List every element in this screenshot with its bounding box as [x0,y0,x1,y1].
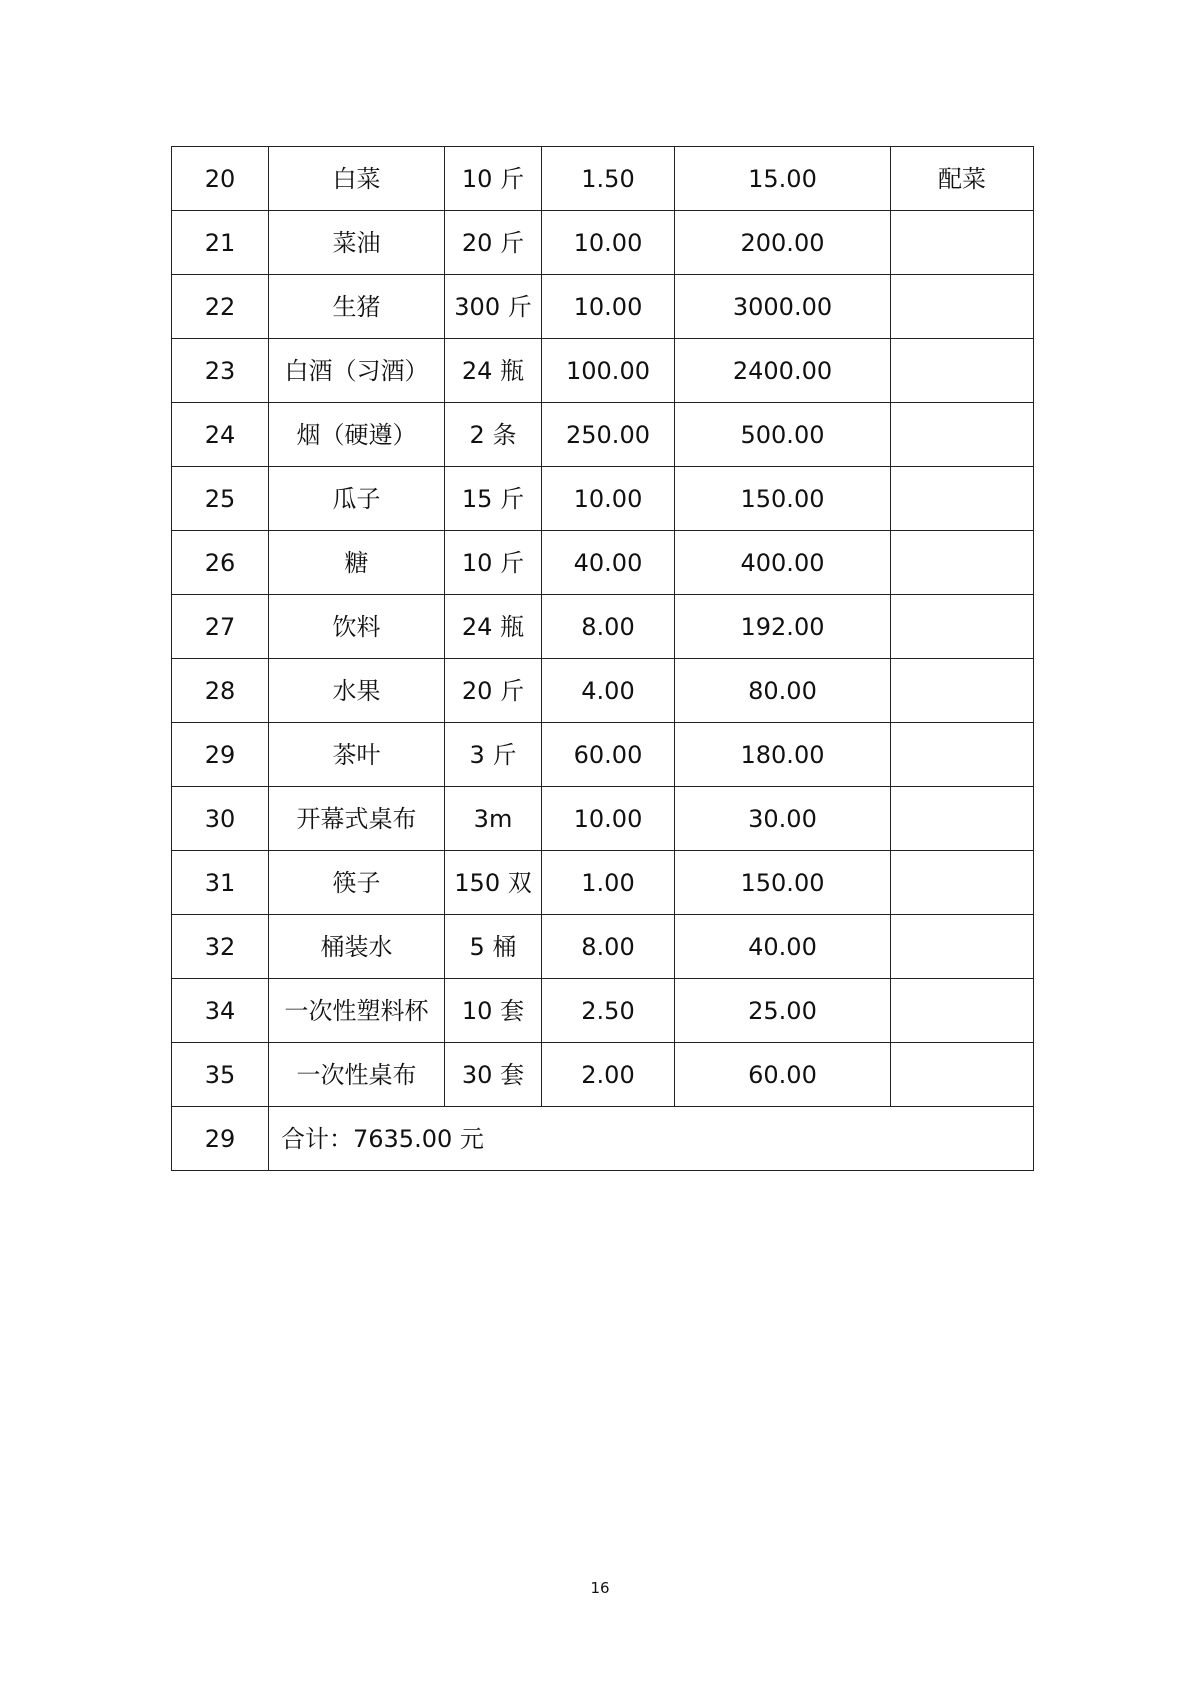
table-row [172,595,1034,659]
row-number-cell: 32 [172,915,269,979]
unit-price-cell: 1.00 [542,851,675,915]
item-name-cell: 白菜 [269,147,445,211]
table-row [172,467,1034,531]
unit-price-cell: 10.00 [542,467,675,531]
amount-cell: 500.00 [675,403,891,467]
table-row [172,339,1034,403]
item-name-cell: 生猪 [269,275,445,339]
note-cell [891,723,1034,787]
quantity-cell: 3 斤 [445,723,542,787]
unit-price-cell: 250.00 [542,403,675,467]
table-row [172,851,1034,915]
quantity-cell: 10 套 [445,979,542,1043]
quantity-cell: 150 双 [445,851,542,915]
row-number-cell: 26 [172,531,269,595]
table-row [172,979,1034,1043]
amount-cell: 150.00 [675,467,891,531]
amount-cell: 60.00 [675,1043,891,1107]
unit-price-cell: 40.00 [542,531,675,595]
note-cell [891,659,1034,723]
unit-price-cell: 100.00 [542,339,675,403]
quantity-cell: 5 桶 [445,915,542,979]
row-number-cell: 22 [172,275,269,339]
item-name-cell: 菜油 [269,211,445,275]
amount-cell: 30.00 [675,787,891,851]
amount-cell: 3000.00 [675,275,891,339]
expense-table [171,146,1034,1171]
row-number-cell: 24 [172,403,269,467]
unit-price-cell: 8.00 [542,595,675,659]
unit-price-cell: 8.00 [542,915,675,979]
row-number-cell: 29 [172,723,269,787]
row-number-cell: 31 [172,851,269,915]
quantity-cell: 3m [445,787,542,851]
note-cell [891,531,1034,595]
row-number-cell: 21 [172,211,269,275]
note-cell [891,1043,1034,1107]
note-cell [891,403,1034,467]
total-amount-cell: 合计：7635.00 元 [269,1107,1034,1171]
total-row-number-cell: 29 [172,1107,269,1171]
item-name-cell: 筷子 [269,851,445,915]
table-row [172,275,1034,339]
row-number-cell: 20 [172,147,269,211]
note-cell [891,467,1034,531]
quantity-cell: 24 瓶 [445,339,542,403]
row-number-cell: 34 [172,979,269,1043]
row-number-cell: 28 [172,659,269,723]
note-cell [891,275,1034,339]
unit-price-cell: 60.00 [542,723,675,787]
quantity-cell: 15 斤 [445,467,542,531]
unit-price-cell: 1.50 [542,147,675,211]
unit-price-cell: 10.00 [542,211,675,275]
amount-cell: 192.00 [675,595,891,659]
row-number-cell: 30 [172,787,269,851]
table-row [172,723,1034,787]
item-name-cell: 白酒（习酒） [269,339,445,403]
item-name-cell: 饮料 [269,595,445,659]
total-row [172,1107,1034,1171]
table-row [172,915,1034,979]
item-name-cell: 一次性桌布 [269,1043,445,1107]
amount-cell: 2400.00 [675,339,891,403]
page-number: 16 [590,1579,610,1597]
table-row [172,147,1034,211]
note-cell [891,787,1034,851]
quantity-cell: 2 条 [445,403,542,467]
row-number-cell: 23 [172,339,269,403]
item-name-cell: 茶叶 [269,723,445,787]
quantity-cell: 300 斤 [445,275,542,339]
amount-cell: 80.00 [675,659,891,723]
unit-price-cell: 10.00 [542,787,675,851]
amount-cell: 200.00 [675,211,891,275]
table-row [172,211,1034,275]
note-cell [891,211,1034,275]
amount-cell: 180.00 [675,723,891,787]
item-name-cell: 水果 [269,659,445,723]
note-cell: 配菜 [891,147,1034,211]
table-row [172,531,1034,595]
row-number-cell: 25 [172,467,269,531]
item-name-cell: 瓜子 [269,467,445,531]
row-number-cell: 35 [172,1043,269,1107]
unit-price-cell: 4.00 [542,659,675,723]
note-cell [891,979,1034,1043]
amount-cell: 25.00 [675,979,891,1043]
quantity-cell: 10 斤 [445,531,542,595]
quantity-cell: 10 斤 [445,147,542,211]
item-name-cell: 桶装水 [269,915,445,979]
unit-price-cell: 2.00 [542,1043,675,1107]
item-name-cell: 开幕式桌布 [269,787,445,851]
note-cell [891,851,1034,915]
note-cell [891,915,1034,979]
amount-cell: 400.00 [675,531,891,595]
table-row [172,1043,1034,1107]
item-name-cell: 一次性塑料杯 [269,979,445,1043]
expense-table-body [172,147,1034,1171]
amount-cell: 40.00 [675,915,891,979]
table-row [172,659,1034,723]
table-row [172,403,1034,467]
item-name-cell: 糖 [269,531,445,595]
row-number-cell: 27 [172,595,269,659]
quantity-cell: 24 瓶 [445,595,542,659]
unit-price-cell: 10.00 [542,275,675,339]
amount-cell: 15.00 [675,147,891,211]
table-row [172,787,1034,851]
unit-price-cell: 2.50 [542,979,675,1043]
quantity-cell: 20 斤 [445,659,542,723]
amount-cell: 150.00 [675,851,891,915]
note-cell [891,595,1034,659]
note-cell [891,339,1034,403]
quantity-cell: 30 套 [445,1043,542,1107]
quantity-cell: 20 斤 [445,211,542,275]
item-name-cell: 烟（硬遵） [269,403,445,467]
